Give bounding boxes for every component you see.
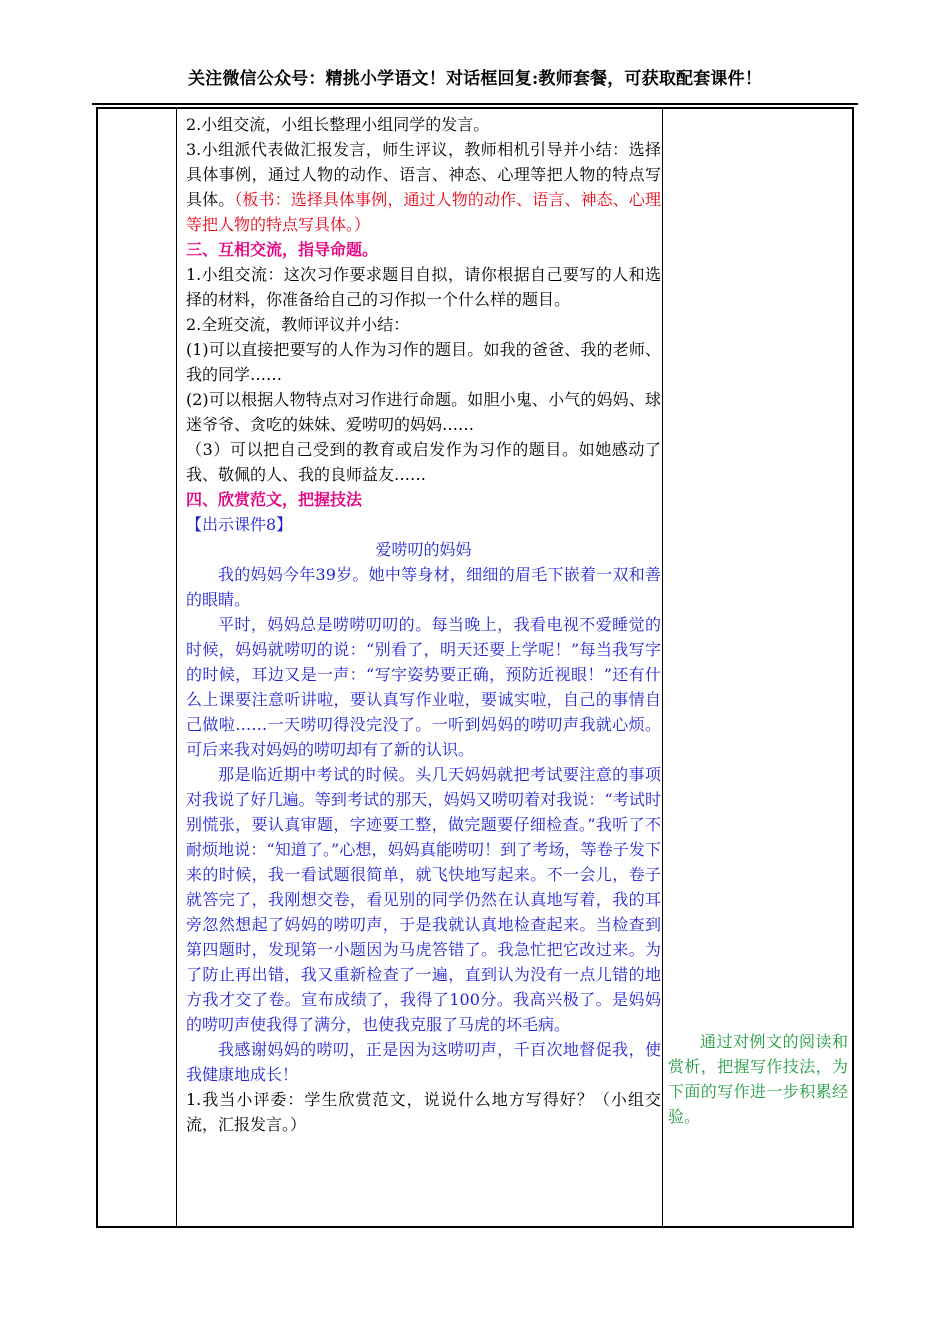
section-heading-4: 四、欣赏范文，把握技法	[186, 490, 363, 509]
courseware-label: 【出示课件8】	[186, 515, 293, 534]
design-intent-note: 通过对例文的阅读和赏析，把握写作技法，为下面的写作进一步积累经验。	[668, 1032, 848, 1126]
step-mini-judge: 1.我当小评委：学生欣赏范文，说说什么地方写得好？（小组交流，汇报发言。）	[186, 1090, 661, 1134]
blackboard-note: （板书：选择具体事例，通过人物的动作、语言、神态、心理等把人物的特点写具体。）	[186, 190, 661, 234]
column-divider-right	[662, 109, 663, 1226]
lesson-table	[96, 107, 854, 1228]
title-tip-2: (2)可以根据人物特点对习作进行命题。如胆小鬼、小气的妈妈、球迷爷爷、贪吃的妹妹、爱唠叨的妈妈……	[186, 390, 661, 434]
lesson-content	[186, 112, 661, 1137]
essay-paragraph: 那是临近期中考试的时候。头几天妈妈就把考试要注意的事项对我说了好几遍。等到考试的那天，妈妈又唠叨着对我说：“考试时别慌张，要认真审题，字迹要工整，做完题要仔细检查。”我听了不耐烦地说：“知道了。”心想，妈妈真能唠叨！到了考场，等卷子发下来的时候，我一看试题很简单，就飞快地写起来。不一会儿，卷子就答完了，我刚想交卷，看见别的同学仍然在认真地写着，我的耳旁忽然想起了妈妈的唠叨声，于是我就认真地检查起来。当检查到第四题时，发现第一小题因为马虎答错了。我急忙把它改过来。为了防止再出错，我又重新检查了一遍，直到认为没有一点儿错的地方我才交了卷。宣布成绩了，我得了100分。我高兴极了。是妈妈的唠叨声使我得了满分，也使我克服了马虎的坏毛病。	[186, 765, 661, 1034]
title-tip-1: (1)可以直接把要写的人作为习作的题目。如我的爸爸、我的老师、我的同学……	[186, 340, 661, 384]
step-title-discussion: 1.小组交流：这次习作要求题目自拟，请你根据自己要写的人和选择的材料，你准备给自己的习作拟一个什么样的题目。	[186, 265, 661, 309]
step-group-discussion: 2.小组交流，小组长整理小组同学的发言。	[186, 115, 490, 134]
section-heading-3: 三、互相交流，指导命题。	[186, 240, 379, 259]
page-header-banner: 关注微信公众号：精挑小学语文！对话框回复:教师套餐，可获取配套课件！	[187, 69, 763, 89]
essay-paragraph: 平时，妈妈总是唠唠叨叨的。每当晚上，我看电视不爱睡觉的时候，妈妈就唠叨的说：“别看了，明天还要上学呢！”每当我写字的时候，耳边又是一声：“写字姿势要正确，预防近视眼！”还有什么上课要注意听讲啦，要认真写作业啦，要诚实啦，自己的事情自己做啦……一天唠叨得没完没了。一听到妈妈的唠叨声我就心烦。可后来我对妈妈的唠叨却有了新的认识。	[186, 615, 661, 759]
header-rule	[92, 103, 858, 105]
step-group-report-text: 3.小组派代表做汇报发言，师生评议，教师相机引导并小结：选择具体事例，通过人物的动作、语言、神态、心理等把人物的特点写具体。	[186, 140, 661, 209]
essay-paragraph: 我的妈妈今年39岁。她中等身材，细细的眉毛下嵌着一双和善的眼睛。	[186, 565, 661, 609]
column-divider-left	[176, 109, 177, 1226]
title-tip-3: （3）可以把自己受到的教育或启发作为习作的题目。如她感动了我、敬佩的人、我的良师益友……	[186, 440, 661, 484]
step-class-discussion: 2.全班交流，教师评议并小结：	[186, 315, 410, 334]
essay-title: 爱唠叨的妈妈	[375, 540, 472, 559]
step-group-report	[186, 137, 661, 237]
essay-paragraph: 我感谢妈妈的唠叨，正是因为这唠叨声，千百次地督促我，使我健康地成长！	[186, 1040, 661, 1084]
